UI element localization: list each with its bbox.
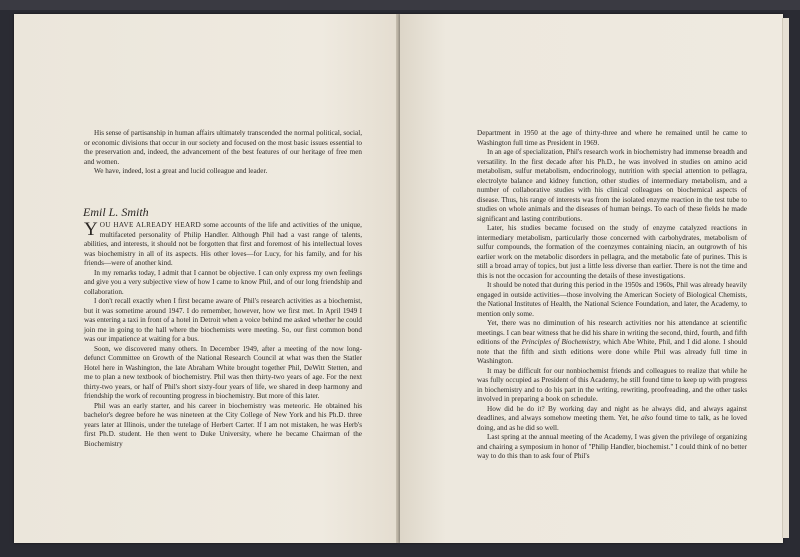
body-paragraph: Last spring at the annual meeting of the Academy, I was given the privilege of organizing and chairing a symposium in honor of "Philip Handler, biochemist." I could think of no better way to do this than to ask four of Phil's <box>477 433 747 460</box>
body-paragraph: I don't recall exactly when I first became aware of Phil's research activities as a biochemist, but it was sometime around 1947. I do remember, however, how we first met. In April 1949 I was entering a taxi in front of a hotel in Detroit when a voice behind me asked whether he could join me in going to the hall where the biochemists were meeting. So, our first common bond was our impatience at waiting for a bus. <box>84 297 362 343</box>
left-intro-block <box>84 129 362 177</box>
section-heading: Emil L. Smith <box>83 205 149 219</box>
left-main-block <box>84 221 362 449</box>
how-text-before: How did he do it? By working day and night as he always did, and always against deadlines, and always somehow meeting them. Yet, he <box>477 404 747 422</box>
intro-paragraph: We have, indeed, lost a great and lucid colleague and leader. <box>94 167 268 175</box>
opening-paragraph <box>84 221 362 269</box>
page-edge-stack <box>782 18 789 538</box>
body-paragraph: It should be noted that during this period in the 1950s and 1960s, Phil was already heavily engaged in outside activities—those involving the American Society of Biological Chemists, the National Institutes of Health, the National Science Foundation, and later, the Academy, to mention only some. <box>477 281 747 318</box>
opening-text: some accounts of the life and activities of the unique, multifaceted personality of Philip Handler. Although Phil had a vast range of talents, abilities, and interests, it should not be forgotten that first and foremost of his intellectual loves was biochemistry in all of its aspects. His other loves—for Lucy, for his family, and for his friends—were of another kind. <box>84 221 362 267</box>
book-title: Principles of Biochemistry, <box>521 338 601 346</box>
drop-cap: Y <box>84 219 98 240</box>
body-paragraph: Phil was an early starter, and his career in biochemistry was meteoric. He obtained his bachelor's degree before he was nineteen at the City College of New York and his Ph.D. three years later at Illinois, under the tutelage of Herbert Carter. If I am not mistaken, he was Herb's first Ph.D. student. He then went to Duke University, where he became Chairman of the Biochemistry <box>84 401 362 448</box>
how-text-after: found time to talk, as he loved doing, and as he did so well. <box>477 414 747 432</box>
right-main-block <box>477 129 747 462</box>
body-paragraph: It may be difficult for our nonbiochemist friends and colleagues to realize that while he was fully occupied as President of this Academy, he still found time to keep up with progress in biochemistry and to do his part in the writing, rewriting, proofreading, and the other tasks involved in preparing a book on schedule. <box>477 366 747 403</box>
body-paragraph: Later, his studies became focused on the study of enzyme catalyzed reactions in intermediary metabolism, particularly those concerned with carbohydrates, metabolism of sulfur compounds, the formation of the coenzymes containing niacin, an outgrowth of his earlier work on the metabolic disorders in pellagra, and the metabolic fate of purines. This is still a broad array of topics, but just a little less diverse than earlier. There is not the time and this is not the occasion for accounting the details of these investigations. <box>477 224 747 280</box>
opening-smallcaps: OU HAVE ALREADY HEARD <box>99 221 202 229</box>
scan-top-edge <box>0 0 800 10</box>
emphasis-word: also <box>641 414 654 422</box>
body-paragraph: Soon, we discovered many others. In December 1949, after a meeting of the now long-defunct Committee on Growth of the National Research Council at what was then the Statler Hotel here in Washington, the late Abraham White brought together Phil, DeWitt Stetten, and me to plan a new textbook of biochemistry. Phil was then thirty-two years of age. For the next thirty-two years, or half of Phil's short sixty-four years of life, we shared in deep harmony and friendship the work of recounting progress in biochemistry. But more of this later. <box>84 344 362 400</box>
body-paragraph: In my remarks today, I admit that I cannot be objective. I can only express my own feelings and give you a very subjective view of how I came to know Phil, and of our long friendship and collaboration. <box>84 268 362 296</box>
editions-paragraph <box>477 319 747 367</box>
body-paragraph: In an age of specialization, Phil's research work in biochemistry had immense breadth and versatility. In the first decade after his Ph.D., he was involved in studies on amino acid metabolism, sulfur metabolism, endocrinology, nutrition with special attention to pellagra, electrolyte balance and kidney function, other studies of intermediary metabolism, and a number of collaborative studies with his clinical colleagues on biochemical aspects of disease. Thus, his range of interests was from the isolated enzyme reaction in the test tube to studies on whole animals and the diseases of human beings. To each of these fields he made significant and lasting contributions. <box>477 148 747 223</box>
continued-paragraph: Department in 1950 at the age of thirty-three and where he remained until he came to Washington full time as President in 1969. <box>477 129 747 147</box>
editions-text-before: Yet, there was no diminution of his research activities nor his attendance at scientific meetings. I can bear witness that he did his share in writing the second, third, fourth, and fifth editions of the <box>477 319 747 346</box>
editions-text-after: which Abe White, Phil, and I did alone. I should note that the fifth and sixth editions were done while Phil was already full time in Washington. <box>477 338 748 365</box>
intro-paragraph: His sense of partisanship in human affairs ultimately transcended the normal political, social, or economic divisions that occur in our society and focused on the most basic issues essential to the preservation and, indeed, the advancement of the best features of our heritage of free men and women. <box>84 129 362 166</box>
how-paragraph <box>477 405 747 434</box>
